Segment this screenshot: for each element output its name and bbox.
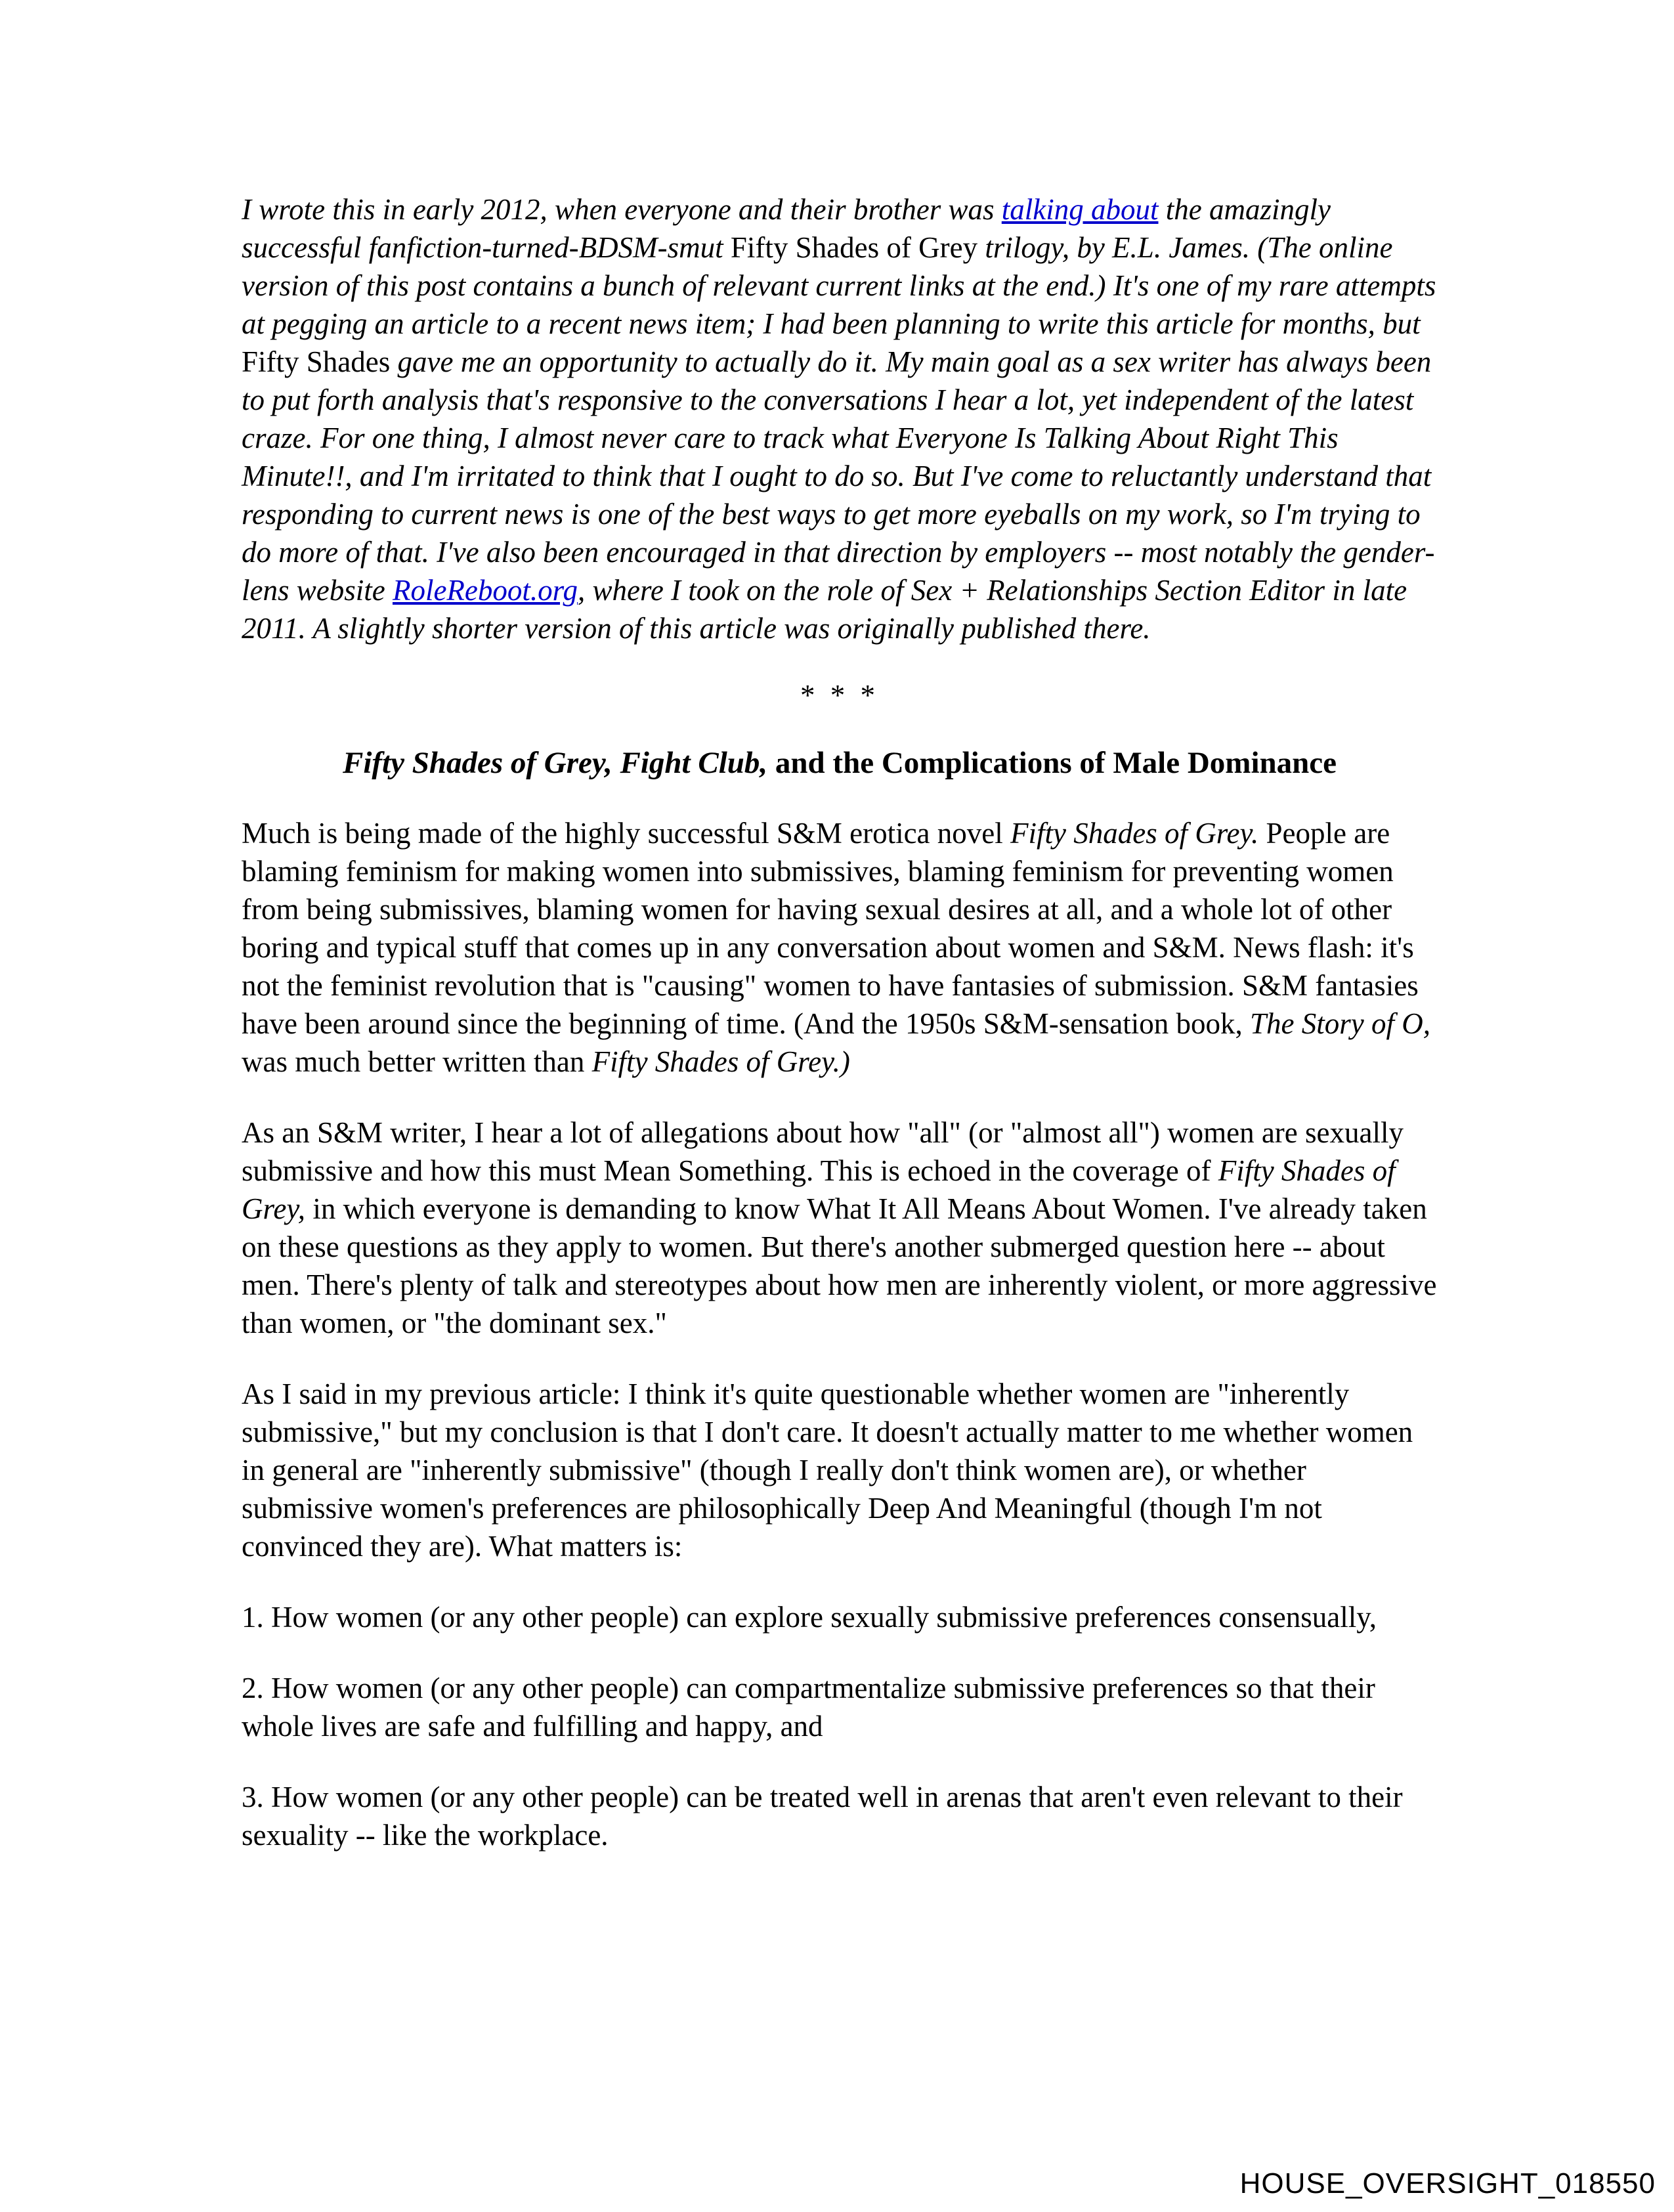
text-run: The Story of O, [1249,1007,1430,1040]
text-run: , where I took on the role of Sex + Relationships Section Editor in late 2011. A slightly shorter version of this article was originally published there. [242,574,1407,645]
article-content [242,190,1438,1854]
section-separator: * * * [800,679,879,712]
text-run: Fifty Shades of Grey, [242,1154,1396,1225]
text-run: gave me an opportunity to actually do it. My main goal as a sex writer has always been to put forth analysis that's responsive to the conversations I hear a lot, yet independent of the latest craze. For one thing, I almost never care to track what Everyone Is Talking About Right This Minute!!, and I'm irritated to think that I ought to do so. But I've come to reluctantly understand that responding to current news is one of the best ways to get more eyeballs on my work, so I'm trying to do more of that. I've also been encouraged in that direction by employers -- most notably the gender-lens website [242,345,1435,607]
body-paragraph-2 [242,1114,1438,1342]
text-run: People are blaming feminism for making women into submissives, blaming feminism for preventing women from being submissives, blaming women for having sexual desires at all, and a whole lot of other boring and typical stuff that comes up in any conversation about women and S&M. News flash: it's not the feminist revolution that is "causing" women to have fantasies of submission. S&M fantasies have been around since the beginning of time. (And the 1950s S&M-sensation book, [242,817,1419,1040]
text-run: 3. How women (or any other people) can be treated well in arenas that aren't even relevant to their sexuality -- like the workplace. [242,1781,1403,1852]
numbered-item-2 [242,1669,1438,1745]
text-run: 1. How women (or any other people) can explore sexually submissive preferences consensually, [242,1601,1377,1634]
body-paragraph-1 [242,814,1438,1081]
text-run: and the Complications of Male Dominance [767,746,1337,780]
text-run: As an S&M writer, I hear a lot of allegations about how "all" (or "almost all") women are sexually submissive and how this must Mean Something. This is echoed in the coverage of [242,1116,1404,1187]
text-run: was much better written than [242,1045,592,1078]
text-run: Fifty Shades of Grey.) [591,1045,850,1078]
text-run: As I said in my previous article: I think it's quite questionable whether women are "inherently submissive," but my conclusion is that I don't care. It doesn't actually matter to me whether women in general are "inherently submissive" (though I really don't think women are), or whether submissive women's preferences are philosophically Deep And Meaningful (though I'm not convinced they are). What matters is: [242,1377,1413,1563]
text-run: Fifty Shades of Grey. [1010,817,1259,850]
text-run: in which everyone is demanding to know What It All Means About Women. I've already taken on these questions as they apply to women. But there's another submerged question here -- about men. There's plenty of talk and stereotypes about how men are inherently violent, or more aggressive than women, or "the dominant sex." [242,1192,1437,1339]
article-title [242,743,1438,783]
text-run: I wrote this in early 2012, when everyone and their brother was [242,193,1002,226]
bates-number: HOUSE_OVERSIGHT_018550 [1239,2167,1656,2200]
text-run: Fifty Shades [242,345,391,378]
text-run: Fifty Shades of Grey [730,231,978,264]
intro-paragraph [242,190,1438,647]
text-run: Fifty Shades of Grey, Fight Club, [342,746,768,780]
hyperlink[interactable]: RoleReboot.org [392,574,578,607]
text-run: 2. How women (or any other people) can compartmentalize submissive preferences so that their whole lives are safe and fulfilling and happy, and [242,1672,1375,1743]
numbered-item-1 [242,1598,1438,1636]
text-run: trilogy, by E.L. James. (The online version of this post contains a bunch of relevant current links at the end.) It's one of my rare attempts at pegging an article to a recent news item; I had been planning to write this article for months, but [242,231,1436,340]
body-paragraph-3 [242,1375,1438,1565]
hyperlink[interactable]: talking about [1001,193,1159,226]
text-run: the amazingly successful fanfiction-turned-BDSM-smut [242,193,1331,264]
numbered-item-3 [242,1778,1438,1854]
text-run: Much is being made of the highly successful S&M erotica novel [242,817,1011,850]
